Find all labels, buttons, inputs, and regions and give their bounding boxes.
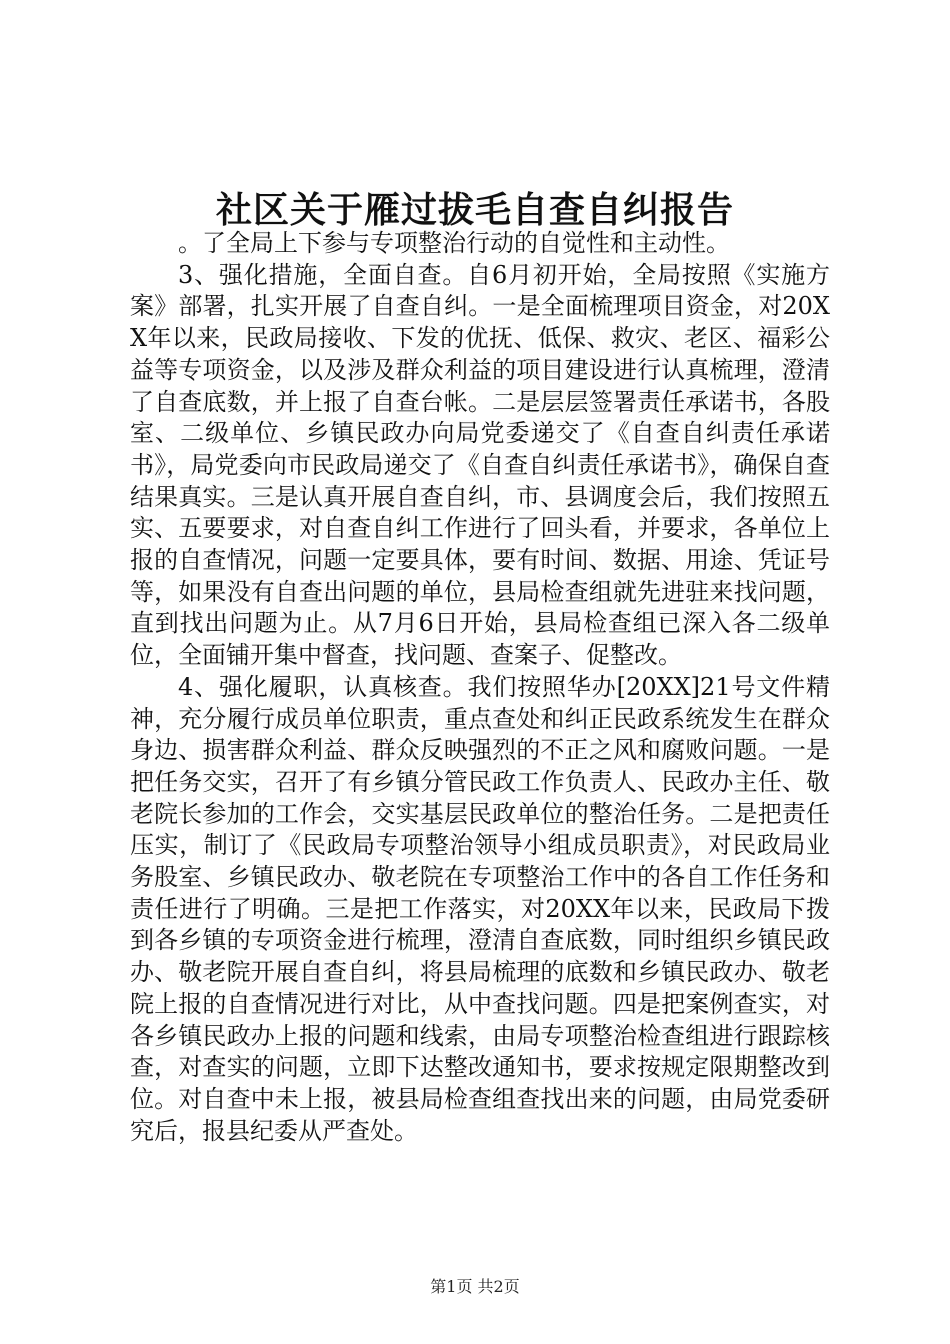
paragraph-3: 4、强化履职，认真核查。我们按照华办[20XX]21号文件精神，充分履行成员单位职责，重点查处和纠正民政系统发生在群众身边、损害群众利益、群众反映强烈的不正之风和腐败问题。一是把任务交实，召开了有乡镇分管民政工作负责人、民政办主任、敬老院长参加的工作会，交实基层民政单位的整治任务。二是把责任压实，制订了《民政局专项整治领导小组成员职责》，对民政局业务股室、乡镇民政办、敬老院在专项整治工作中的各自工作任务和责任进行了明确。三是把工作落实，对20XX年以来，民政局下拨到各乡镇的专项资金进行梳理，澄清自查底数，同时组织乡镇民政办、敬老院开展自查自纠，将县局梳理的底数和乡镇民政办、敬老院上报的自查情况进行对比，从中查找问题。四是把案例查实，对各乡镇民政办上报的问题和线索，由局专项整治检查组进行跟踪核查，对查实的问题，立即下达整改通知书，要求按规定限期整改到位。对自查中未上报，被县局检查组查找出来的问题，由局党委研究后，报县纪委从严查处。 xyxy=(130,672,830,1145)
paragraph-1: 。了全局上下参与专项整治行动的自觉性和主动性。 xyxy=(178,229,730,257)
paragraph-2: 3、强化措施，全面自查。自6月初开始，全局按照《实施方案》部署，扎实开展了自查自纠。一是全面梳理项目资金，对20XX年以来，民政局接收、下发的优抚、低保、救灾、老区、福彩公益等专项资金，以及涉及群众利益的项目建设进行认真梳理，澄清了自查底数，并上报了自查台帐。二是层层签署责任承诺书，各股室、二级单位、乡镇民政办向局党委递交了《自查自纠责任承诺书》，局党委向市民政局递交了《自查自纠责任承诺书》，确保自查结果真实。三是认真开展自查自纠，市、县调度会后，我们按照五实、五要要求，对自查自纠工作进行了回头看，并要求，各单位上报的自查情况，问题一定要具体，要有时间、数据、用途、凭证号等，如果没有自查出问题的单位，县局检查组就先进驻来找问题，直到找出问题为止。从7月6日开始，县局检查组已深入各二级单位，全面铺开集中督查，找问题、查案子、促整改。 xyxy=(130,260,830,670)
document-body xyxy=(130,228,830,1147)
document-title: 社区关于雁过拔毛自查自纠报告 xyxy=(215,189,734,231)
page-footer: 第1页 共2页 xyxy=(430,1277,520,1296)
